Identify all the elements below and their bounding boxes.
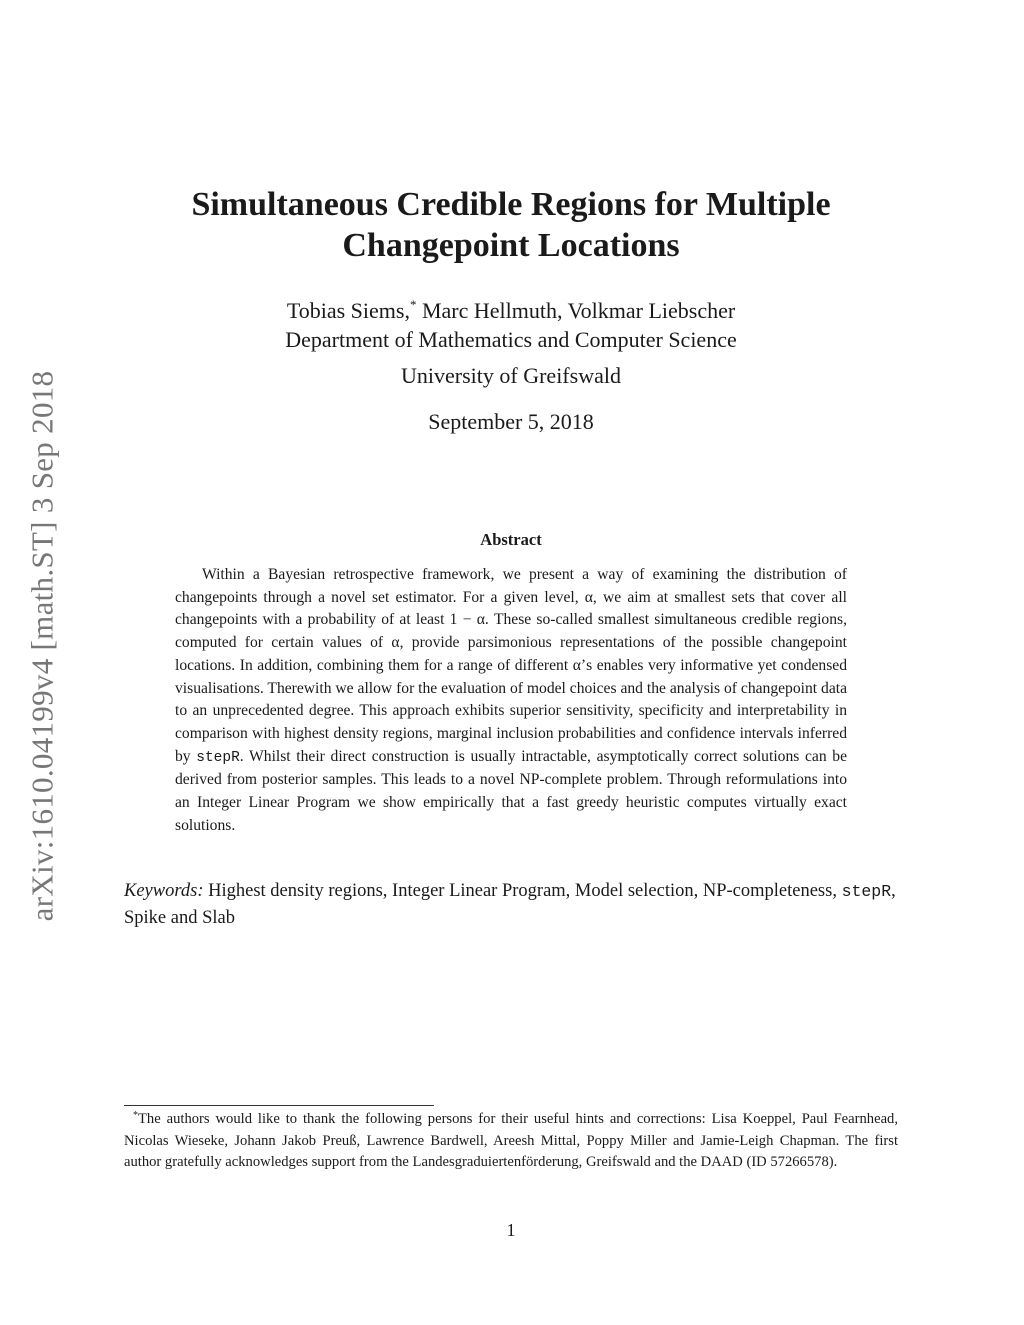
other-authors: Marc Hellmuth, Volkmar Liebscher bbox=[416, 298, 736, 323]
abstract-text-part-2: . Whilst their direct construction is usually intractable, asymptotically correct solutions can be derived from posterior samples. This leads to a novel NP-complete problem. Through reformulations into an Integer Linear Program we show empirically that a fast greedy heuristic computes virtually exact solutions. bbox=[175, 747, 847, 834]
keywords-code-stepr: stepR bbox=[841, 882, 892, 901]
footnote-divider bbox=[124, 1105, 434, 1106]
keywords-label: Keywords: bbox=[124, 881, 204, 901]
arxiv-identifier-stamp bbox=[20, 346, 64, 946]
title-line-2: Changepoint Locations bbox=[342, 227, 680, 264]
keywords-list-part-2: , Spike and Slab bbox=[124, 881, 896, 928]
abstract-text-part-1: Within a Bayesian retrospective framework, we present a way of examining the distribution of changepoints through a novel set estimator. For a given level, α, we aim at smallest sets that cover all changepoints with a probability of at least 1 − α. These so-called smallest simultaneous credible regions, computed for certain values of α, provide parsimonious representations of the possible changepoint locations. In addition, combining them for a range of different α’s enables very informative yet condensed visualisations. Therewith we allow for the evaluation of model choices and the analysis of changepoint data to an unprecedented degree. This approach exhibits superior sensitivity, specificity and interpretability in comparison with highest density regions, marginal inclusion probabilities and confidence intervals inferred by bbox=[175, 566, 847, 765]
author-list bbox=[124, 296, 898, 326]
publication-date: September 5, 2018 bbox=[428, 409, 594, 434]
university: University of Greifswald bbox=[401, 363, 621, 388]
acknowledgement-footnote bbox=[124, 1109, 898, 1174]
page-number: 1 bbox=[506, 1220, 516, 1240]
first-author: Tobias Siems, bbox=[286, 298, 410, 323]
abstract-text bbox=[175, 564, 847, 837]
arxiv-identifier-text: arXiv:1610.04199v4 [math.ST] 3 Sep 2018 bbox=[24, 370, 60, 922]
keywords bbox=[124, 878, 898, 931]
title-line-1: Simultaneous Credible Regions for Multiple bbox=[191, 186, 831, 223]
keywords-list-part-1: Highest density regions, Integer Linear Program, Model selection, NP-completeness, bbox=[203, 881, 842, 901]
paper-title bbox=[124, 184, 898, 266]
department: Department of Mathematics and Computer Science bbox=[285, 327, 737, 352]
abstract-code-steprr: stepR bbox=[196, 749, 240, 766]
footnote-mark: * bbox=[133, 1110, 138, 1121]
footnote-text: The authors would like to thank the following persons for their useful hints and corrections: Lisa Koeppel, Paul Fearnhead, Nicolas Wieseke, Johann Jakob Preuß, Lawrence Bardwell, Areesh Mittal, Poppy Miller and Jamie-Leigh Chapman. The first author gratefully acknowledges support from the Landesgraduiertenförderung, Greifswald and the DAAD (ID 57266578). bbox=[124, 1111, 898, 1170]
author-footnote-mark: * bbox=[409, 297, 417, 312]
abstract-heading: Abstract bbox=[480, 530, 542, 549]
